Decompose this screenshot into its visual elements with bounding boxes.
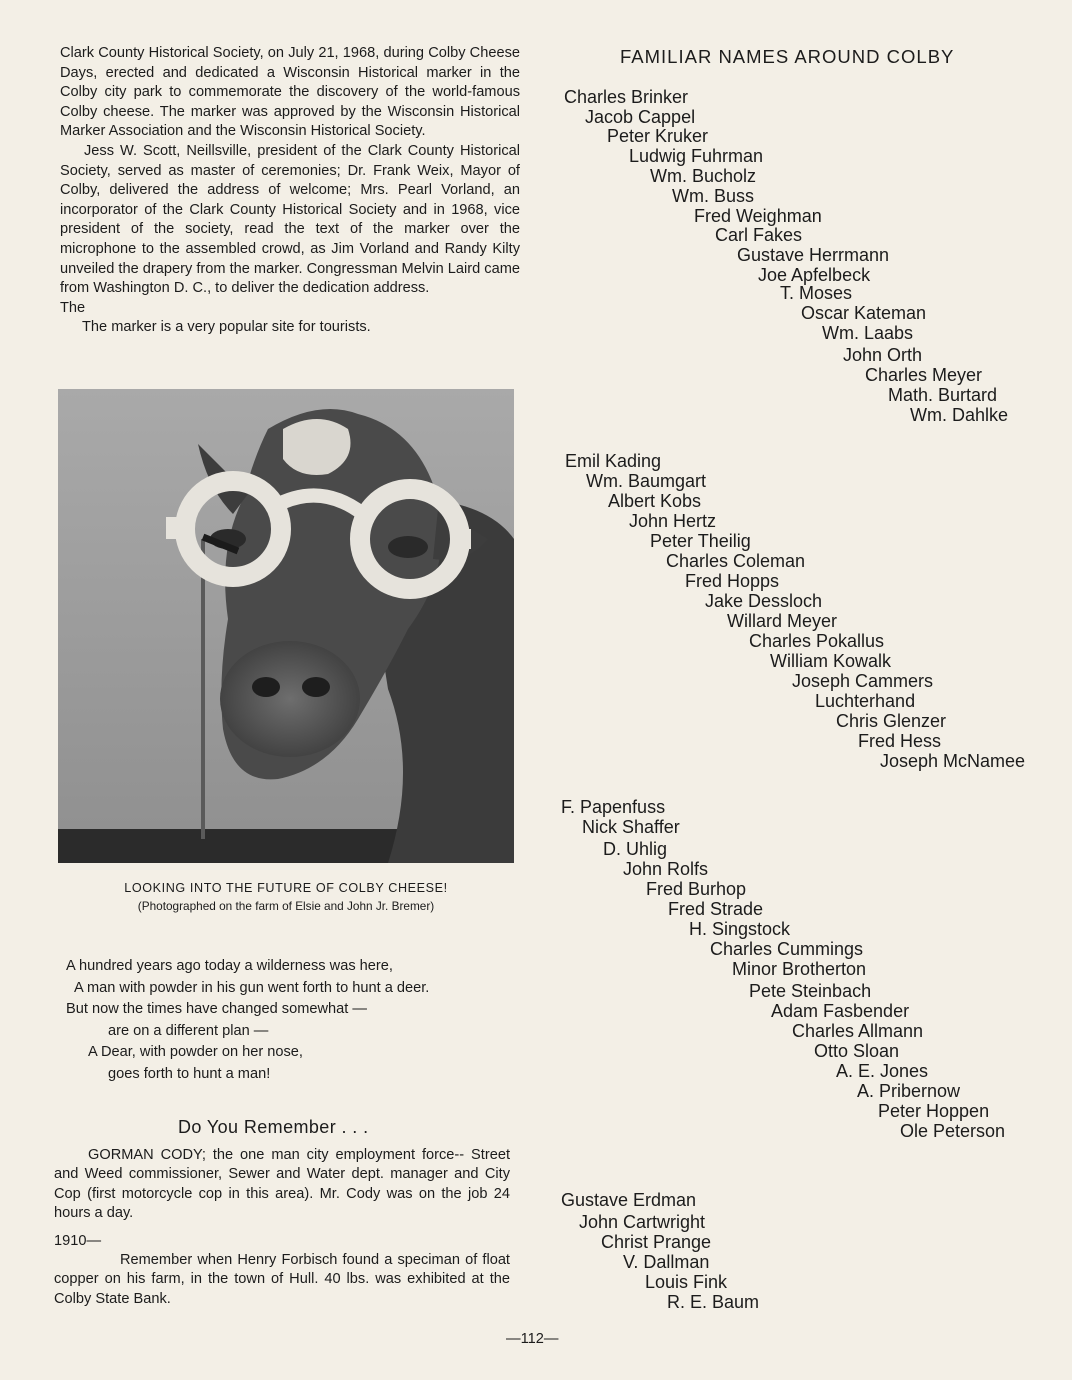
remember-item: Remember when Henry Forbisch found a speciman of float copper on his farm, in the town of Hull. 40 lbs. was exhibited at the Colby State Bank. bbox=[54, 1252, 510, 1307]
name-entry: Charles Coleman bbox=[666, 551, 806, 571]
cow-photo bbox=[58, 389, 514, 863]
remember-heading: Do You Remember . . . bbox=[178, 1117, 369, 1137]
remember-year: 1910— bbox=[54, 1232, 102, 1249]
name-entry: Peter Theilig bbox=[650, 531, 751, 551]
poem-line: are on a different plan — bbox=[108, 1022, 269, 1039]
name-entry: Peter Hoppen bbox=[878, 1101, 990, 1121]
name-entry: Charles Meyer bbox=[865, 365, 983, 385]
name-entry: Wm. Dahlke bbox=[910, 405, 1009, 425]
name-entry: Joseph McNamee bbox=[880, 751, 1026, 771]
name-entry: Fred Weighman bbox=[694, 206, 822, 226]
name-entry: Luchterhand bbox=[815, 691, 916, 711]
name-entry: Fred Hopps bbox=[685, 571, 780, 591]
name-entry: Ole Peterson bbox=[900, 1121, 1006, 1141]
name-entry: Math. Burtard bbox=[888, 385, 998, 405]
name-entry: Fred Burhop bbox=[646, 879, 747, 899]
name-entry: Wm. Laabs bbox=[822, 323, 914, 343]
name-entry: T. Moses bbox=[780, 283, 853, 303]
name-entry: Fred Hess bbox=[858, 731, 942, 751]
name-entry: A. E. Jones bbox=[836, 1061, 929, 1081]
name-entry: Otto Sloan bbox=[814, 1041, 900, 1061]
names-heading: FAMILIAR NAMES AROUND COLBY bbox=[620, 46, 955, 67]
remember-section bbox=[54, 1146, 510, 1309]
name-entry: Joe Apfelbeck bbox=[758, 265, 871, 285]
name-entry: Gustave Herrmann bbox=[737, 245, 890, 265]
cow-with-glasses-image bbox=[58, 389, 514, 863]
poem-line: A man with powder in his gun went forth to hunt a deer. bbox=[74, 979, 430, 996]
name-entry: Nick Shaffer bbox=[582, 817, 680, 837]
name-entry: Minor Brotherton bbox=[732, 959, 867, 979]
name-entry: Chris Glenzer bbox=[836, 711, 947, 731]
name-entry: D. Uhlig bbox=[603, 839, 668, 859]
name-entry: John Cartwright bbox=[579, 1212, 706, 1232]
page-number: —112— bbox=[506, 1331, 559, 1347]
name-entry: John Orth bbox=[843, 345, 923, 365]
stray-word: The bbox=[60, 299, 86, 316]
name-entry: Wm. Baumgart bbox=[586, 471, 707, 491]
article-closing: The marker is a very popular site for tourists. bbox=[82, 319, 371, 336]
poem-line: A hundred years ago today a wilderness was here, bbox=[66, 958, 393, 974]
name-entry: Fred Strade bbox=[668, 899, 764, 919]
name-entry: Adam Fasbender bbox=[771, 1001, 910, 1021]
name-entry: V. Dallman bbox=[623, 1252, 710, 1272]
photo-caption bbox=[58, 879, 514, 915]
name-entry: Oscar Kateman bbox=[801, 303, 927, 323]
poem-line: A Dear, with powder on her nose, bbox=[88, 1044, 303, 1060]
name-entry: Joseph Cammers bbox=[792, 671, 934, 691]
name-entry: William Kowalk bbox=[770, 651, 892, 671]
name-entry: Louis Fink bbox=[645, 1272, 728, 1292]
name-entry: Wm. Bucholz bbox=[650, 166, 757, 186]
name-entry: Emil Kading bbox=[565, 451, 662, 471]
poem-line: goes forth to hunt a man! bbox=[108, 1065, 271, 1082]
name-entry: Albert Kobs bbox=[608, 491, 702, 511]
name-entry: Wm. Buss bbox=[672, 186, 755, 206]
name-entry: R. E. Baum bbox=[667, 1292, 760, 1312]
name-entry: Willard Meyer bbox=[727, 611, 838, 631]
name-entry: Christ Prange bbox=[601, 1232, 712, 1252]
name-entry: A. Pribernow bbox=[857, 1081, 961, 1101]
name-entry: Charles Allmann bbox=[792, 1021, 924, 1041]
name-entry: Peter Kruker bbox=[607, 126, 709, 146]
name-entry: Charles Cummings bbox=[710, 939, 864, 959]
name-entry: Gustave Erdman bbox=[561, 1190, 697, 1210]
name-entry: Pete Steinbach bbox=[749, 981, 872, 1001]
name-entry: H. Singstock bbox=[689, 919, 791, 939]
name-entry: John Rolfs bbox=[623, 859, 709, 879]
name-entry: Charles Brinker bbox=[564, 87, 689, 107]
caption-title: LOOKING INTO THE FUTURE OF COLBY CHEESE! bbox=[124, 881, 448, 895]
article-paragraph: Clark County Historical Society, on July 21, 1968, during Colby Cheese Days, erected and dedicated a Wisconsin Historical marker in the Colby city park to commemorate the discovery of the world-famous Colby cheese. The marker was approved by the Wisconsin Historical Marker Association and the Wisconsin Historical Society. bbox=[60, 45, 520, 140]
name-entry: F. Papenfuss bbox=[561, 797, 666, 817]
marker-article bbox=[60, 44, 520, 338]
poem-line: But now the times have changed somewhat — bbox=[66, 1001, 367, 1017]
caption-credit: (Photographed on the farm of Elsie and John Jr. Bremer) bbox=[137, 899, 435, 913]
name-entry: Jacob Cappel bbox=[585, 107, 696, 127]
name-entry: Jake Dessloch bbox=[705, 591, 823, 611]
remember-item: GORMAN CODY; the one man city employment force-- Street and Weed commissioner, Sewer and Water dept. manager and City Cop (first motorcycle cop in this area). Mr. Cody was on the job 24 hours a day. bbox=[54, 1147, 510, 1222]
name-entry: Charles Pokallus bbox=[749, 631, 885, 651]
name-entry: Ludwig Fuhrman bbox=[629, 146, 764, 166]
name-entry: John Hertz bbox=[629, 511, 717, 531]
poem bbox=[66, 956, 526, 1085]
article-paragraph: Jess W. Scott, Neillsville, president of the Clark County Historical Society, served as master of ceremonies; Dr. Frank Weix, Mayor of Colby, delivered the address of welcome; Mrs. Pearl Vorland, an incorporator of the Clark County Historical Society and in 1968, vice president of the society, read the text of the marker over the microphone to the assembled crowd, as Jim Vorland and Randy Kilty unveiled the drapery from the marker. Congressman Melvin Laird came from Washington D. C., to deliver the dedication address. bbox=[60, 142, 520, 297]
name-entry: Carl Fakes bbox=[715, 225, 803, 245]
